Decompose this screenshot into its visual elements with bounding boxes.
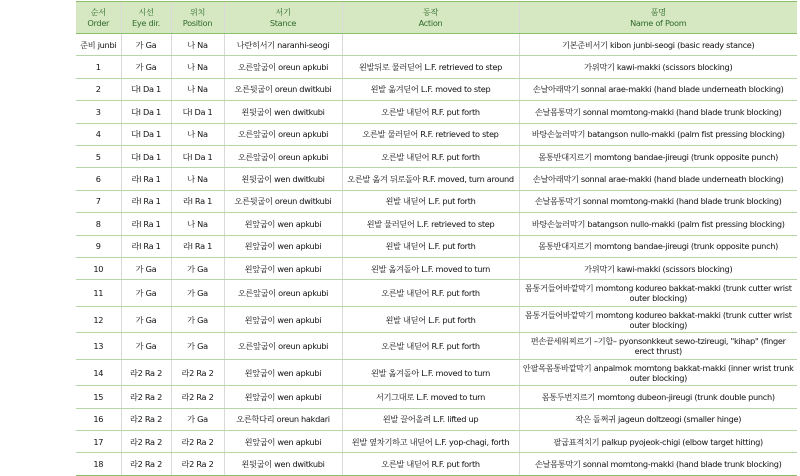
cell-stance: 오른뒷굽이 oreun dwitkubi [224, 78, 342, 100]
table-row [76, 257, 797, 279]
table-row [76, 213, 797, 235]
cell-stance: 오른뒷굽이 oreun dwitkubi [224, 190, 342, 212]
header-name-of-poom: 품명 Name of Poom [519, 2, 797, 34]
cell-order: 2 [76, 78, 121, 100]
cell-eye-dir: 라2 Ra 2 [121, 453, 171, 475]
cell-action: 오른발 내딛어 R.F. put forth [342, 145, 519, 167]
cell-position: 다l Da 1 [171, 145, 224, 167]
cell-stance: 왼앞굽이 wen apkubi [224, 235, 342, 257]
cell-stance: 오른앞굽이 oreun apkubi [224, 56, 342, 78]
cell-position: 나 Na [171, 168, 224, 190]
table-row [76, 190, 797, 212]
cell-eye-dir: 다l Da 1 [121, 123, 171, 145]
cell-order: 16 [76, 408, 121, 430]
cell-name-of-poom: 손날아래막기 sonnal arae-makki (hand blade underneath blocking) [519, 78, 797, 100]
cell-action: 왼발 옮겨딛어 L.F. moved to step [342, 78, 519, 100]
cell-order: 3 [76, 101, 121, 123]
cell-action: 서기그대로 L.F. moved to turn [342, 386, 519, 408]
cell-stance: 오른앞굽이 oreun apkubi [224, 123, 342, 145]
cell-position: 나 Na [171, 78, 224, 100]
cell-name-of-poom: 바탕손눌러막기 batangson nullo-makki (palm fist pressing blocking) [519, 123, 797, 145]
cell-order: 7 [76, 190, 121, 212]
cell-order: 5 [76, 145, 121, 167]
cell-order: 13 [76, 333, 121, 360]
cell-name-of-poom: 안팔목몸통바깥막기 anpalmok momtong bakkat-makki (inner wrist trunk outer blocking) [519, 359, 797, 386]
cell-action: 왼발뒤로 물러딛어 L.F. retrieved to step [342, 56, 519, 78]
cell-order: 8 [76, 213, 121, 235]
cell-position: 나 Na [171, 56, 224, 78]
cell-position: 가 Ga [171, 280, 224, 307]
cell-order: 15 [76, 386, 121, 408]
cell-name-of-poom: 팔굽표적치기 palkup pyojeok-chigi (elbow target hitting) [519, 431, 797, 453]
cell-position: 라2 Ra 2 [171, 386, 224, 408]
poomsae-table-container [76, 1, 800, 476]
cell-eye-dir: 가 Ga [121, 257, 171, 279]
cell-position: 라2 Ra 2 [171, 431, 224, 453]
cell-action: 오른발 내딛어 R.F. put forth [342, 280, 519, 307]
cell-name-of-poom: 바탕손눌러막기 batangson nullo-makki (palm fist pressing blocking) [519, 213, 797, 235]
cell-stance: 나란히서기 naranhi-seogi [224, 34, 342, 56]
table-row [76, 333, 797, 360]
cell-order: 준비 junbi [76, 34, 121, 56]
cell-order: 6 [76, 168, 121, 190]
poomsae-table [76, 1, 797, 476]
cell-name-of-poom: 몸통반대지르기 momtong bandae-jireugi (trunk opposite punch) [519, 235, 797, 257]
header-action: 동작 Action [342, 2, 519, 34]
cell-position: 라l Ra 1 [171, 190, 224, 212]
cell-action: 오른발 내딛어 R.F. put forth [342, 333, 519, 360]
cell-order: 12 [76, 306, 121, 333]
cell-order: 1 [76, 56, 121, 78]
cell-order: 9 [76, 235, 121, 257]
cell-action: 오른발 물러딛어 R.F. retrieved to step [342, 123, 519, 145]
cell-stance: 왼앞굽이 wen apkubi [224, 431, 342, 453]
cell-eye-dir: 라2 Ra 2 [121, 386, 171, 408]
cell-name-of-poom: 손날몸통막기 sonnal momtong-makki (hand blade trunk blocking) [519, 190, 797, 212]
cell-eye-dir: 가 Ga [121, 333, 171, 360]
table-row [76, 453, 797, 475]
cell-eye-dir: 가 Ga [121, 56, 171, 78]
cell-action: 오른발 내딛어 R.F. put forth [342, 453, 519, 475]
table-row [76, 386, 797, 408]
cell-action: 오른발 옮겨 뒤로돌아 R.F. moved, turn around [342, 168, 519, 190]
cell-eye-dir: 라l Ra 1 [121, 213, 171, 235]
cell-eye-dir: 라l Ra 1 [121, 190, 171, 212]
cell-position: 가 Ga [171, 306, 224, 333]
cell-name-of-poom: 손날몸통막기 sonnal momtong-makki (hand blade trunk blocking) [519, 453, 797, 475]
cell-position: 가 Ga [171, 257, 224, 279]
table-row [76, 359, 797, 386]
cell-name-of-poom: 기본준비서기 kibon junbi-seogi (basic ready stance) [519, 34, 797, 56]
cell-stance: 오른학다리 oreun hakdari [224, 408, 342, 430]
cell-action: 왼발 물러딛어 L.F. retrieved to step [342, 213, 519, 235]
cell-action: 왼발 끌어올려 L.F. lifted up [342, 408, 519, 430]
cell-order: 11 [76, 280, 121, 307]
cell-eye-dir: 다l Da 1 [121, 78, 171, 100]
cell-position: 나 Na [171, 34, 224, 56]
cell-name-of-poom: 손날몸통막기 sonnal momtong-makki (hand blade trunk blocking) [519, 101, 797, 123]
header-stance: 서기 Stance [224, 2, 342, 34]
cell-action: 오른발 내딛어 R.F. put forth [342, 101, 519, 123]
table-row [76, 306, 797, 333]
cell-name-of-poom: 가위막기 kawi-makki (scissors blocking) [519, 56, 797, 78]
cell-position: 라l Ra 1 [171, 235, 224, 257]
table-row [76, 408, 797, 430]
cell-eye-dir: 가 Ga [121, 306, 171, 333]
table-row [76, 101, 797, 123]
cell-stance: 왼뒷굽이 wen dwitkubi [224, 168, 342, 190]
cell-position: 다l Da 1 [171, 101, 224, 123]
cell-name-of-poom: 몸통거들어바깥막기 momtong kodureo bakkat-makki (trunk cutter wrist outer blocking) [519, 280, 797, 307]
cell-order: 17 [76, 431, 121, 453]
cell-position: 라2 Ra 2 [171, 453, 224, 475]
cell-position: 나 Na [171, 123, 224, 145]
cell-action: 왼발 내딛어 L.F. put forth [342, 190, 519, 212]
cell-stance: 왼앞굽이 wen apkubi [224, 257, 342, 279]
cell-stance: 왼앞굽이 wen apkubi [224, 359, 342, 386]
cell-action: 왼발 내딛어 L.F. put forth [342, 235, 519, 257]
cell-eye-dir: 라l Ra 1 [121, 168, 171, 190]
cell-stance: 왼앞굽이 wen apkubi [224, 213, 342, 235]
cell-position: 가 Ga [171, 408, 224, 430]
cell-name-of-poom: 몸통반대지르기 momtong bandae-jireugi (trunk opposite punch) [519, 145, 797, 167]
cell-position: 가 Ga [171, 333, 224, 360]
cell-action: 왼발 옮겨돌아 L.F. moved to turn [342, 257, 519, 279]
cell-stance: 왼뒷굽이 wen dwitkubi [224, 101, 342, 123]
table-row [76, 280, 797, 307]
table-row [76, 235, 797, 257]
cell-stance: 왼뒷굽이 wen dwitkubi [224, 453, 342, 475]
cell-eye-dir: 다l Da 1 [121, 101, 171, 123]
cell-eye-dir: 다l Da 1 [121, 145, 171, 167]
cell-order: 18 [76, 453, 121, 475]
table-row [76, 78, 797, 100]
cell-action: 왼발 옆차기하고 내딛어 L.F. yop-chagi, forth [342, 431, 519, 453]
cell-action [342, 34, 519, 56]
cell-eye-dir: 라2 Ra 2 [121, 408, 171, 430]
cell-name-of-poom: 손날아래막기 sonnal arae-makki (hand blade underneath blocking) [519, 168, 797, 190]
table-row [76, 145, 797, 167]
header-position: 위치 Position [171, 2, 224, 34]
table-row [76, 34, 797, 56]
cell-stance: 왼앞굽이 wen apkubi [224, 386, 342, 408]
header-eye-dir: 시선 Eye dir. [121, 2, 171, 34]
cell-name-of-poom: 몸통두번지르기 momtong dubeon-jireugi (trunk double punch) [519, 386, 797, 408]
cell-stance: 오른앞굽이 oreun apkubi [224, 280, 342, 307]
header-order: 순서 Order [76, 2, 121, 34]
cell-stance: 오른앞굽이 oreun apkubi [224, 333, 342, 360]
cell-order: 4 [76, 123, 121, 145]
table-row [76, 123, 797, 145]
header-row [76, 2, 797, 34]
table-row [76, 431, 797, 453]
table-row [76, 56, 797, 78]
cell-name-of-poom: 몸통거들어바깥막기 momtong kodureo bakkat-makki (trunk cutter wrist outer blocking) [519, 306, 797, 333]
cell-stance: 오른앞굽이 oreun apkubi [224, 145, 342, 167]
cell-position: 라2 Ra 2 [171, 359, 224, 386]
cell-action: 왼발 내딛어 L.F. put forth [342, 306, 519, 333]
cell-order: 14 [76, 359, 121, 386]
cell-order: 10 [76, 257, 121, 279]
table-body [76, 34, 797, 476]
cell-action: 왼발 옮겨돌아 L.F. moved to turn [342, 359, 519, 386]
cell-eye-dir: 가 Ga [121, 280, 171, 307]
cell-eye-dir: 라l Ra 1 [121, 235, 171, 257]
cell-name-of-poom: 가위막기 kawi-makki (scissors blocking) [519, 257, 797, 279]
cell-eye-dir: 라2 Ra 2 [121, 359, 171, 386]
table-row [76, 168, 797, 190]
cell-stance: 왼앞굽이 wen apkubi [224, 306, 342, 333]
cell-eye-dir: 가 Ga [121, 34, 171, 56]
cell-name-of-poom: 편손끝세워찌르기 –기합– pyonsonkkeut sewo-tzireugi, "kihap" (finger erect thrust) [519, 333, 797, 360]
cell-position: 나 Na [171, 213, 224, 235]
cell-eye-dir: 라2 Ra 2 [121, 431, 171, 453]
cell-name-of-poom: 작은 돌쩌귀 jageun doltzeogi (smaller hinge) [519, 408, 797, 430]
